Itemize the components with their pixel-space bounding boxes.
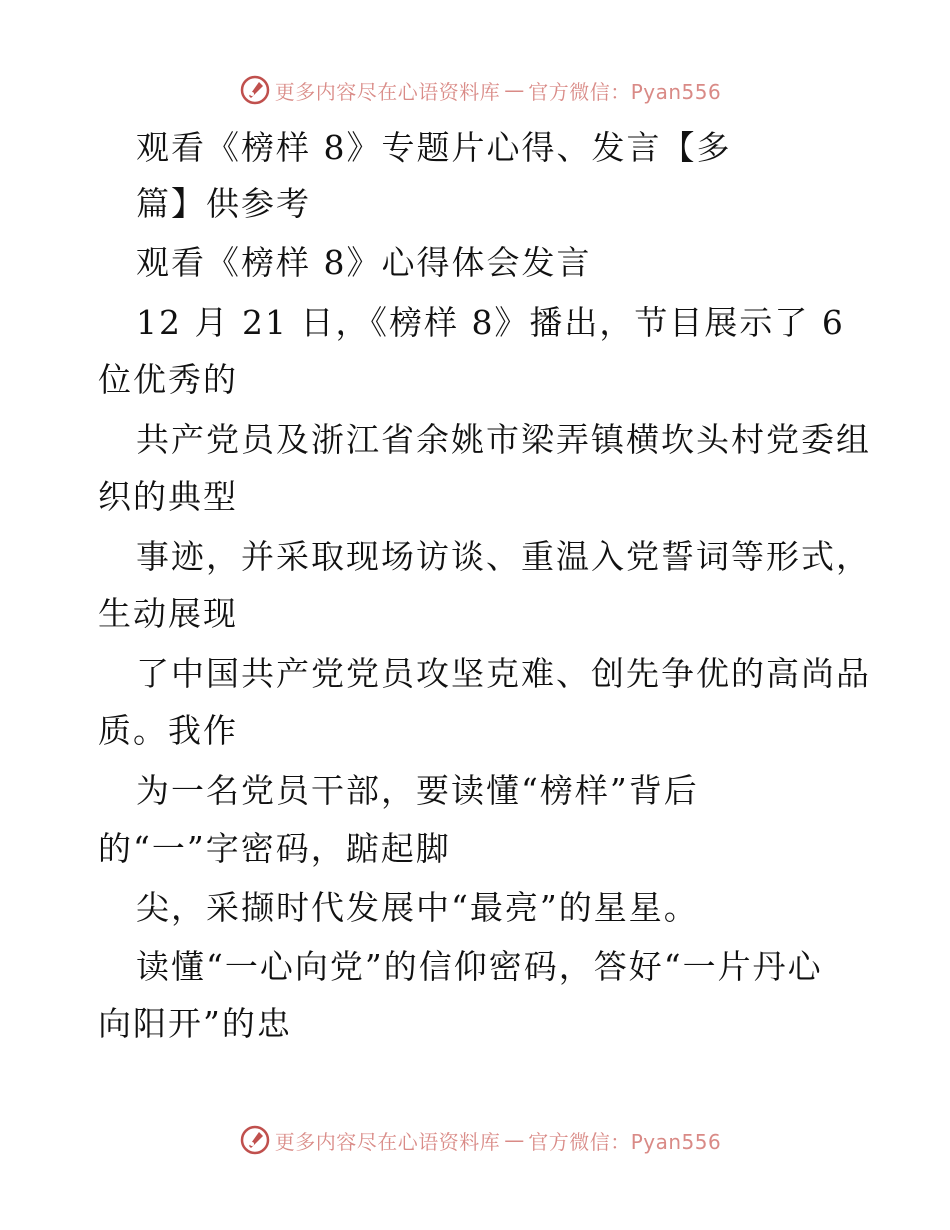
doc-line: 生动展现 <box>98 594 238 633</box>
doc-line: 事迹，并采取现场访谈、重温入党誓词等形式， <box>136 537 871 576</box>
doc-line: 12 月 21 日，《榜样 8》播出，节目展示了 6 <box>136 303 845 342</box>
watermark-separator: — <box>504 78 525 102</box>
footer-watermark-inner <box>239 1124 722 1156</box>
doc-line: 观看《榜样 8》专题片心得、发言【多 <box>136 128 732 167</box>
header-watermark <box>0 70 950 110</box>
doc-line: 读懂“一心向党”的信仰密码，答好“一片丹心 <box>136 947 823 986</box>
doc-line: 织的典型 <box>98 477 238 516</box>
pen-nib-logo-icon <box>239 1124 271 1156</box>
doc-line: 篇】供参考 <box>136 184 311 223</box>
doc-line: 观看《榜样 8》心得体会发言 <box>136 243 592 282</box>
watermark-text: 更多内容尽在心语资料库 <box>274 1129 501 1154</box>
pen-nib-logo-icon <box>239 74 271 106</box>
watermark-suffix: 官方微信：Pyan556 <box>528 79 722 104</box>
doc-line: 位优秀的 <box>98 360 238 399</box>
doc-line: 的“一”字密码，踮起脚 <box>98 829 451 868</box>
doc-line: 为一名党员干部，要读懂“榜样”背后 <box>136 771 699 810</box>
header-watermark-inner <box>239 74 722 106</box>
doc-line: 了中国共产党党员攻坚克难、创先争优的高尚品 <box>136 654 871 693</box>
watermark-suffix: 官方微信：Pyan556 <box>528 1129 722 1154</box>
doc-line: 尖，采撷时代发展中“最亮”的星星。 <box>136 888 699 927</box>
doc-line: 质。我作 <box>98 711 238 750</box>
watermark-separator: — <box>504 1128 525 1152</box>
footer-watermark <box>0 1120 950 1160</box>
watermark-text: 更多内容尽在心语资料库 <box>274 79 501 104</box>
doc-line: 共产党员及浙江省余姚市梁弄镇横坎头村党委组 <box>136 420 871 459</box>
doc-line: 向阳开”的忠 <box>98 1004 292 1043</box>
